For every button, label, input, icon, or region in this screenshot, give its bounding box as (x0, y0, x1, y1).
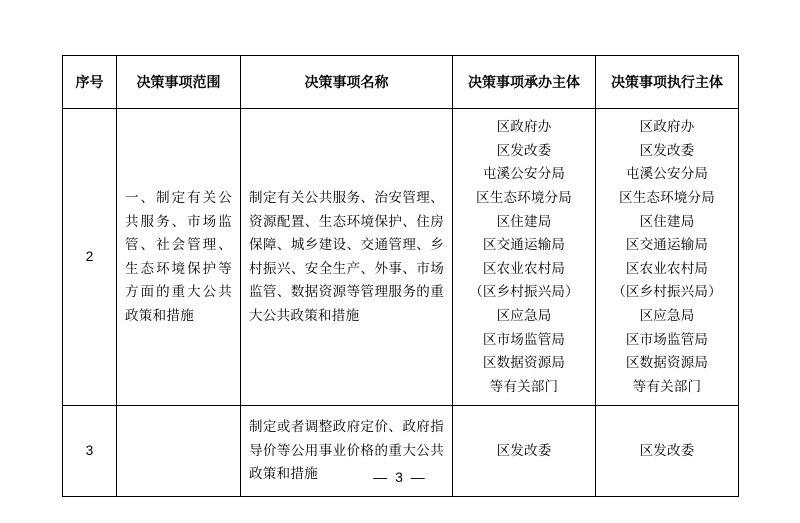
table-row (63, 109, 739, 406)
cell-sequence: 3 (63, 405, 117, 496)
org-line: 区政府办 (496, 119, 552, 134)
org-line: 区发改委 (639, 142, 695, 158)
cell-item-name: 制定或者调整政府定价、政府指导价等公用事业价格的重大公共政策和措施 (241, 405, 453, 496)
org-line: 区数据资源局 (625, 355, 709, 371)
org-line: 区住建局 (639, 213, 695, 229)
org-line: 区生态环境分局 (619, 189, 715, 205)
org-line: 屯溪公安分局 (625, 166, 709, 182)
column-header-scope: 决策事项范围 (117, 56, 241, 109)
org-line: 区市场监管局 (482, 331, 566, 347)
org-line: 区交通运输局 (482, 237, 566, 253)
table-header-row (63, 56, 739, 109)
org-line: 区市场监管局 (625, 331, 709, 347)
column-header-name: 决策事项名称 (241, 56, 453, 109)
org-line: 等有关部门 (632, 378, 702, 394)
table-body (63, 109, 739, 497)
org-line: 区交通运输局 (625, 237, 709, 253)
org-line: 区生态环境分局 (476, 189, 572, 205)
cell-sequence: 2 (63, 109, 117, 406)
column-header-undertaker: 决策事项承办主体 (453, 56, 596, 109)
column-header-executor: 决策事项执行主体 (596, 56, 739, 109)
org-line: 区住建局 (496, 213, 552, 229)
org-line: 区数据资源局 (482, 355, 566, 371)
org-line: 屯溪公安分局 (482, 166, 566, 182)
org-line: 等有关部门 (489, 378, 559, 394)
org-line: 区应急局 (496, 308, 552, 323)
column-header-sequence: 序号 (63, 56, 117, 109)
cell-scope: 一、制定有关公共服务、市场监管、社会管理、生态环境保护等方面的重大公共政策和措施 (117, 109, 241, 406)
org-line: （区乡村振兴局） (612, 284, 722, 300)
org-line: 区发改委 (496, 142, 552, 158)
org-line: 区发改委 (639, 442, 695, 458)
cell-undertaker (453, 109, 596, 406)
org-line: 区发改委 (496, 442, 552, 458)
cell-item-name: 制定有关公共服务、治安管理、资源配置、生态环境保护、住房保障、城乡建设、交通管理、乡村振兴、安全生产、外事、市场监管、数据资源等管理服务的重大公共政策和措施 (241, 109, 453, 406)
cell-executor (596, 109, 739, 406)
decision-items-table (62, 55, 739, 497)
org-line: 区应急局 (639, 308, 695, 323)
org-line: 区农业农村局 (482, 260, 566, 276)
org-line: （区乡村振兴局） (469, 284, 579, 300)
org-line: 区政府办 (639, 119, 695, 134)
org-line: 区农业农村局 (625, 260, 709, 276)
page-number: — 3 — (373, 469, 427, 485)
table-header (63, 56, 739, 109)
